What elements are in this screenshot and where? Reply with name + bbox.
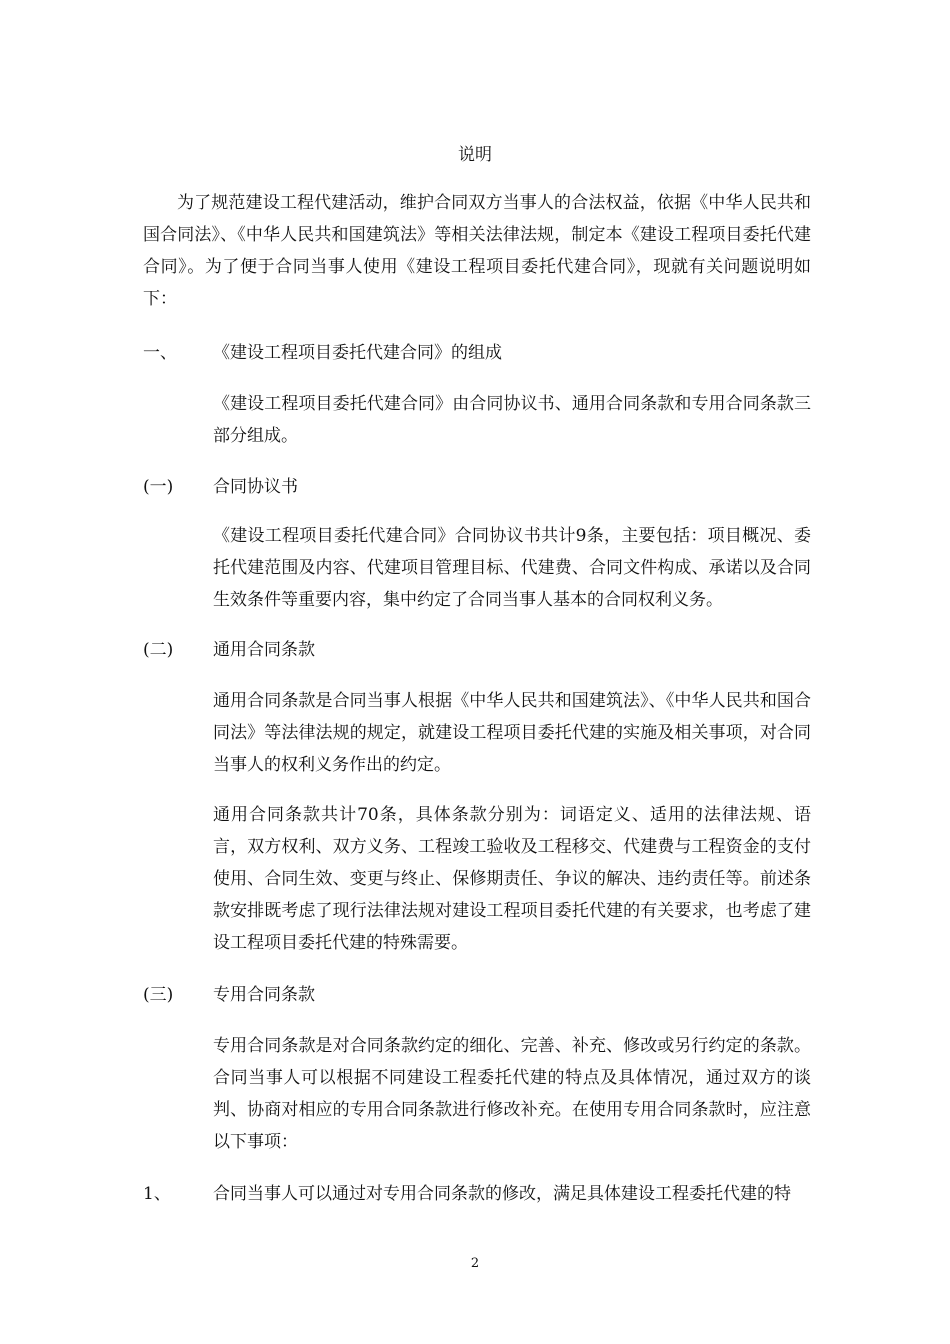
sub-1-number: (一) [143,477,174,497]
section-1-number: 一、 [143,343,177,363]
sub-2-title: 通用合同条款 [213,640,315,660]
item-1-text: 合同当事人可以通过对专用合同条款的修改，满足具体建设工程委托代建的特 [213,1184,791,1204]
sub-3-number: (三) [143,985,174,1005]
sub-2-number: (二) [143,640,174,660]
sub-1-title: 合同协议书 [213,477,298,497]
section-1-body: 《建设工程项目委托代建合同》由合同协议书、通用合同条款和专用合同条款三部分组成。 [213,394,811,446]
section-1-title: 《建设工程项目委托代建合同》的组成 [213,343,502,363]
sub-1-body: 《建设工程项目委托代建合同》合同协议书共计9条，主要包括：项目概况、委托代建范围及内容、代建项目管理目标、代建费、合同文件构成、承诺以及合同生效条件等重要内容，集中约定了合同当事人基本的合同权利义务。 [213,526,811,610]
page-title: 说明 [458,145,492,165]
sub-2-body-1: 通用合同条款是合同当事人根据《中华人民共和国建筑法》、《中华人民共和国合同法》等法律法规的规定，就建设工程项目委托代建的实施及相关事项，对合同当事人的权利义务作出的约定。 [213,691,811,775]
item-1-number: 1、 [143,1184,171,1204]
sub-3-body: 专用合同条款是对合同条款约定的细化、完善、补充、修改或另行约定的条款。合同当事人可以根据不同建设工程委托代建的特点及具体情况，通过双方的谈判、协商对相应的专用合同条款进行修改补充。在使用专用合同条款时，应注意以下事项： [213,1036,811,1152]
sub-3-title: 专用合同条款 [213,985,315,1005]
intro-paragraph: 为了规范建设工程代建活动，维护合同双方当事人的合法权益，依据《中华人民共和国合同法》、《中华人民共和国建筑法》等相关法律法规，制定本《建设工程项目委托代建合同》。为了便于合同当事人使用《建设工程项目委托代建合同》，现就有关问题说明如下： [143,193,811,309]
sub-2-body-2: 通用合同条款共计70条，具体条款分别为：词语定义、适用的法律法规、语言，双方权利、双方义务、工程竣工验收及工程移交、代建费与工程资金的支付使用、合同生效、变更与终止、保修期责任、争议的解决、违约责任等。前述条款安排既考虑了现行法律法规对建设工程项目委托代建的有关要求，也考虑了建设工程项目委托代建的特殊需要。 [213,805,811,953]
page-number: 2 [470,1256,480,1271]
